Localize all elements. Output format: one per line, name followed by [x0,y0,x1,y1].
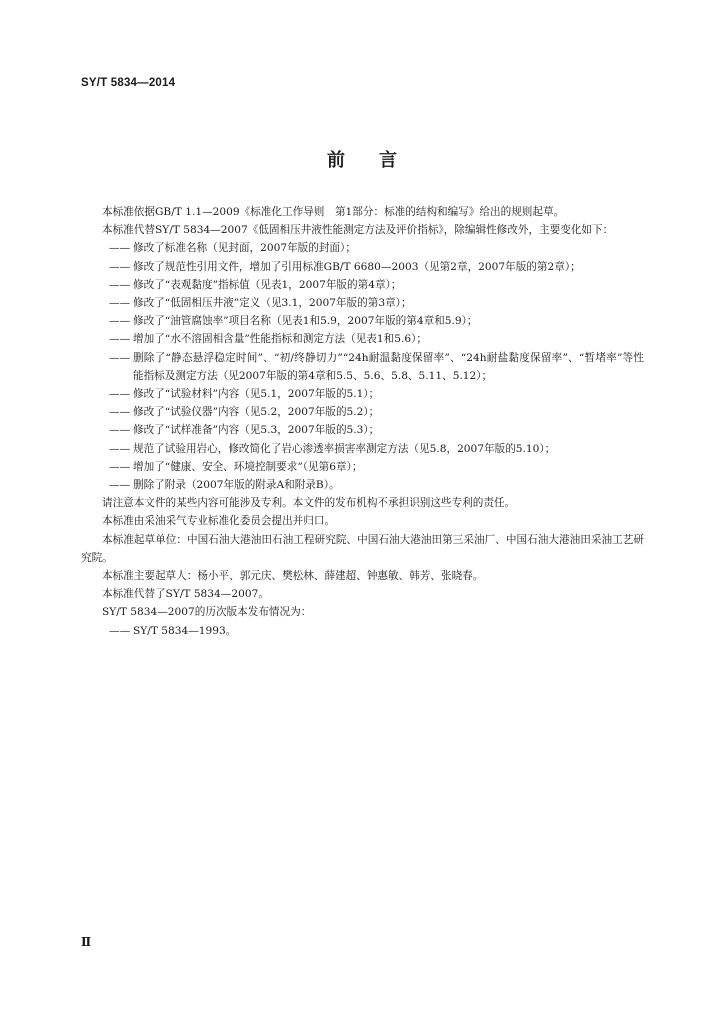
list-item-text: 增加了“健康、安全、环境控制要求”（见第6章）； [133,460,363,473]
list-dash: —— [109,351,131,364]
list-item-text: 修改了规范性引用文件，增加了引用标准GB/T 6680—2003（见第2章，2007年版的第2章）； [133,260,581,273]
paragraph-drafters: 本标准主要起草人：杨小平、郭元庆、樊松林、薛建超、钟惠敏、韩芳、张晓春。 [102,570,484,583]
list-item-text: 规范了试验用岩心，修改简化了岩心渗透率损害率测定方法（见5.8，2007年版的5.10）； [133,442,556,455]
paragraph-patent-notice: 请注意本文件的某些内容可能涉及专利。本文件的发布机构不承担识别这些专利的责任。 [102,497,516,510]
list-dash: —— [109,242,131,255]
history-item [81,622,644,640]
list-item [81,276,644,294]
list-dash: —— [109,315,131,328]
list-item [81,258,644,276]
list-dash: —— [109,278,131,291]
list-item [81,330,644,348]
list-item-text: 修改了“试样准备”内容（见5.3，2007年版的5.3）； [133,424,380,437]
list-dash: —— [109,624,131,637]
list-dash: —— [109,442,131,455]
list-dash: —— [109,479,131,492]
list-item-text: 删除了附录（2007年版的附录A和附录B）。 [133,479,340,492]
list-item [81,349,644,385]
paragraph-version-history: SY/T 5834—2007的历次版本发布情况为： [102,606,312,619]
standard-code-header: SY/T 5834—2014 [81,77,176,89]
list-item-text: 删除了“静态悬浮稳定时间”、“初/终静切力”“24h耐温黏度保留率”、“24h耐盐黏度保留率”、“暂堵率”等性能指标及测定方法（见2007年版的第4章和5.5、5.6、5.8、5.11、5.12）； [133,351,644,382]
list-dash: —— [109,333,131,346]
list-dash: —— [109,297,131,310]
list-item-text: 修改了标准名称（见封面，2007年版的封面）； [133,242,356,255]
history-item-text: SY/T 5834—1993。 [133,624,237,637]
page-number: Ⅱ [81,935,92,949]
list-item-text: 修改了“试验材料”内容（见5.1，2007年版的5.1）； [133,388,380,401]
list-item [81,476,644,494]
list-dash: —— [109,460,131,473]
list-dash: —— [109,406,131,419]
list-item [81,385,644,403]
page-title: 前言 [327,150,431,171]
list-item-text: 修改了“低固相压井液”定义（见3.1，2007年版的第3章）； [133,297,412,310]
paragraph-drafting-units: 本标准起草单位：中国石油大港油田石油工程研究院、中国石油大港油田第三采油厂、中国石油大港油田采油工艺研究院。 [81,533,644,564]
list-item [81,294,644,312]
paragraph-basis: 本标准依据GB/T 1.1—2009《标准化工作导则 第1部分：标准的结构和编写》给出的规则起草。 [102,206,565,218]
list-dash: —— [109,388,131,401]
list-item [81,312,644,330]
list-item-text: 修改了“油管腐蚀率”项目名称（见表1和5.9，2007年版的第4章和5.9）； [133,315,478,328]
list-item [81,403,644,421]
paragraph-proposer: 本标准由采油采气专业标准化委员会提出并归口。 [102,515,336,528]
list-dash: —— [109,424,131,437]
list-item-text: 增加了“水不溶固相含量”性能指标和测定方法（见表1和5.6）； [133,333,427,346]
list-dash: —— [109,260,131,273]
paragraph-replaces: 本标准代替SY/T 5834—2007《低固相压井液性能测定方法及评价指标》，除编辑性修改外，主要变化如下： [102,224,614,237]
paragraph-supersedes: 本标准代替了SY/T 5834—2007。 [102,588,269,601]
list-item [81,458,644,476]
list-item [81,421,644,439]
list-item [81,440,644,458]
list-item-text: 修改了“试验仪器”内容（见5.2，2007年版的5.2）； [133,406,380,419]
list-item-text: 修改了“表观黏度”指标值（见表1，2007年版的第4章）； [133,278,402,291]
changes-list [81,239,644,494]
preface-body [81,203,644,640]
list-item [81,239,644,257]
